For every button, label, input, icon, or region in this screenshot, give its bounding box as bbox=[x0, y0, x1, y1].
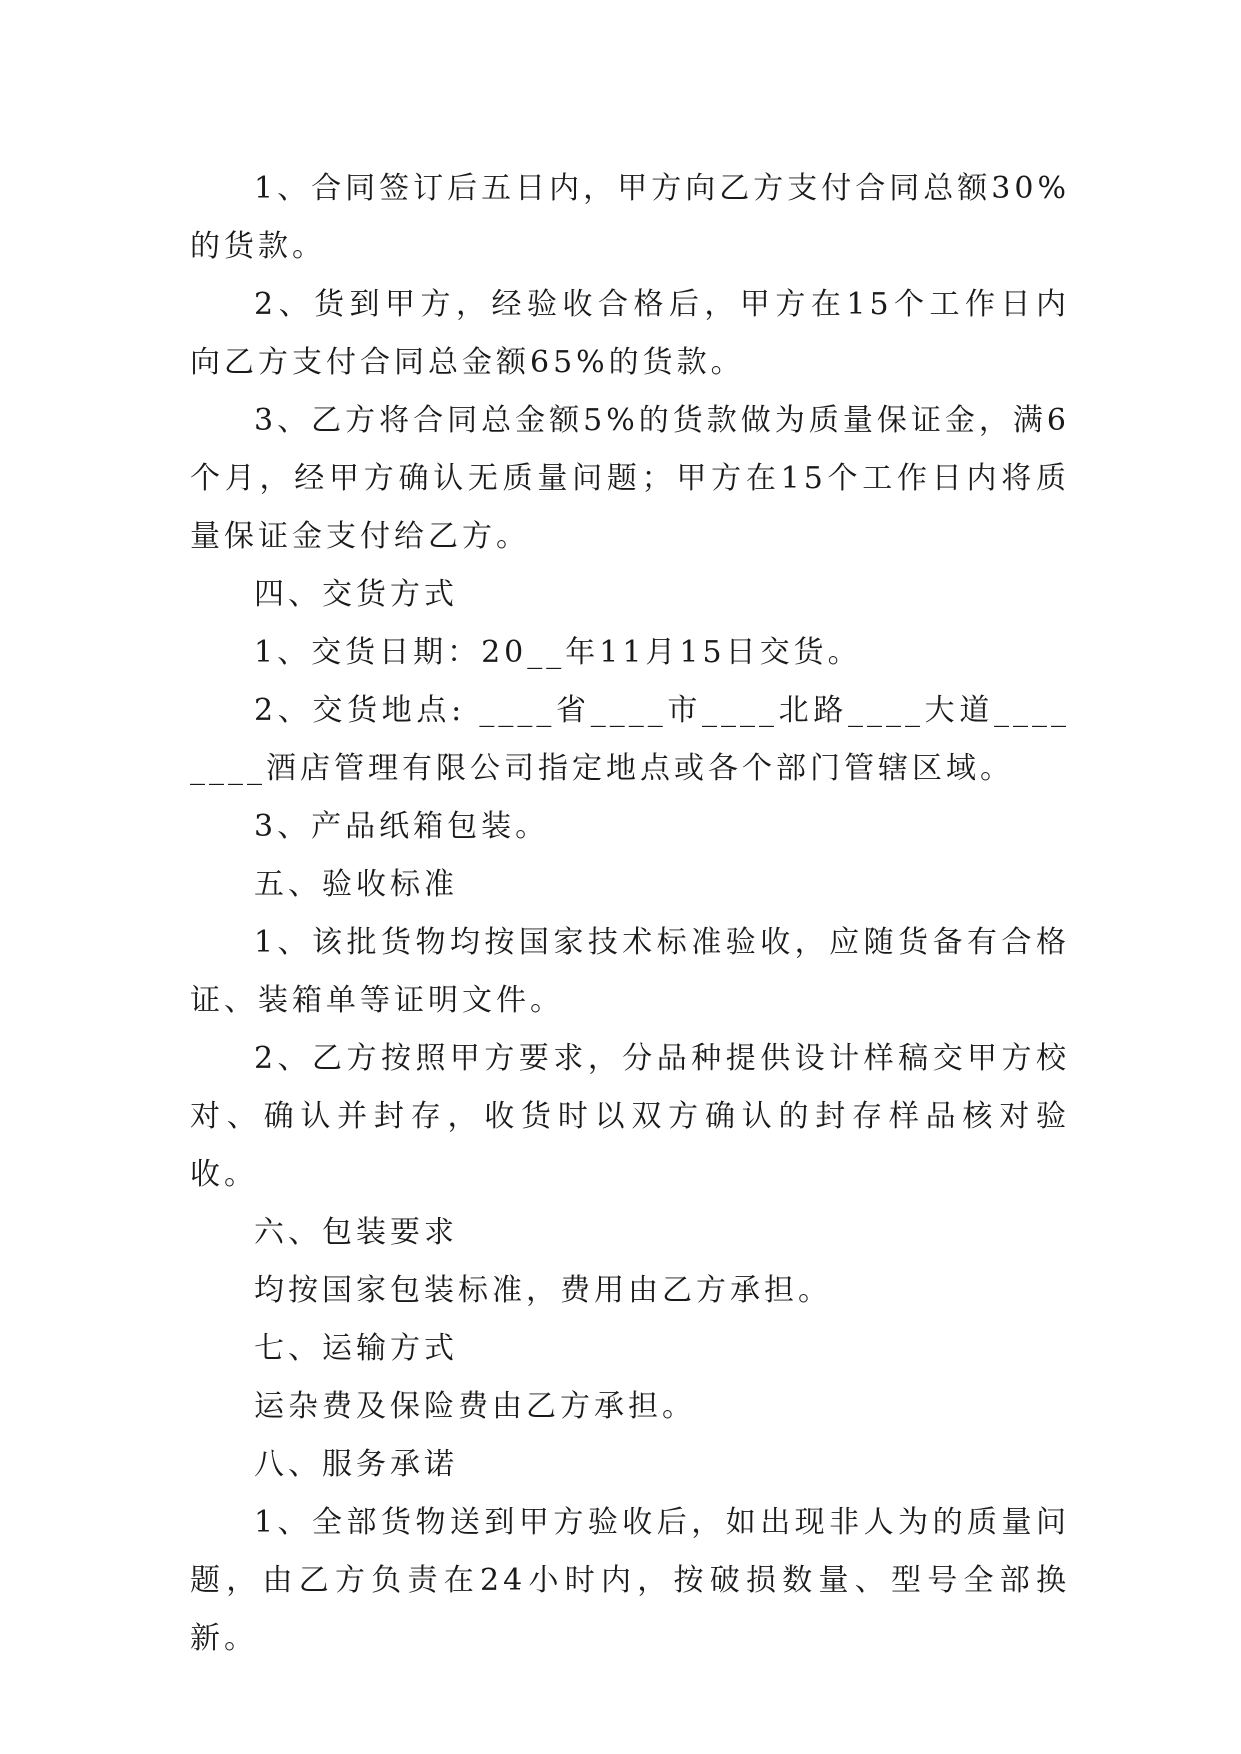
paragraph-acceptance-1: 1、该批货物均按国家技术标准验收，应随货备有合格证、装箱单等证明文件。 bbox=[190, 925, 1070, 1018]
section-heading-packaging: 六、包装要求 bbox=[254, 1215, 458, 1250]
paragraph-payment-1: 1、合同签订后五日内，甲方向乙方支付合同总额30%的货款。 bbox=[190, 171, 1070, 264]
section-heading-delivery: 四、交货方式 bbox=[254, 577, 458, 612]
paragraph-payment-3: 3、乙方将合同总金额5%的货款做为质量保证金，满6个月，经甲方确认无质量问题；甲方在15个工作日内将质量保证金支付给乙方。 bbox=[190, 403, 1070, 554]
section-heading-transport: 七、运输方式 bbox=[254, 1331, 458, 1366]
paragraph-delivery-date: 1、交货日期：20__年11月15日交货。 bbox=[254, 635, 862, 670]
section-heading-service: 八、服务承诺 bbox=[254, 1447, 458, 1482]
paragraph-acceptance-2: 2、乙方按照甲方要求，分品种提供设计样稿交甲方校对、确认并封存，收货时以双方确认的封存样品核对验收。 bbox=[190, 1041, 1070, 1192]
contract-body bbox=[190, 160, 1070, 1668]
paragraph-packaging-carton: 3、产品纸箱包装。 bbox=[254, 809, 550, 844]
paragraph-transport: 运杂费及保险费由乙方承担。 bbox=[254, 1389, 696, 1424]
paragraph-packaging: 均按国家包装标准，费用由乙方承担。 bbox=[254, 1273, 832, 1308]
section-heading-acceptance: 五、验收标准 bbox=[254, 867, 458, 902]
paragraph-service-1: 1、全部货物送到甲方验收后，如出现非人为的质量问题，由乙方负责在24小时内，按破损数量、型号全部换新。 bbox=[190, 1505, 1070, 1656]
paragraph-delivery-location: 2、交货地点: ____省____市____北路____大道________酒店管理有限公司指定地点或各个部门管辖区域。 bbox=[190, 693, 1070, 786]
paragraph-payment-2: 2、货到甲方，经验收合格后，甲方在15个工作日内向乙方支付合同总金额65%的货款。 bbox=[190, 287, 1070, 380]
